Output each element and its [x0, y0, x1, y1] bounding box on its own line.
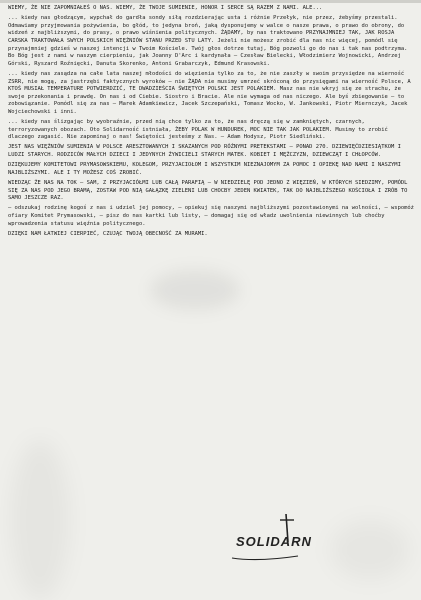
closing-line: DZIĘKI NAM ŁATWIEJ CIERPIEĆ, CZUJĄC TWOJĄ OBECNOŚĆ ZA MURAMI.	[8, 230, 208, 237]
paper-smudge	[10, 440, 70, 600]
paper-smudge	[150, 270, 240, 310]
paragraph-prisoner-count: JEST NAS WIĘŹNIÓW SUMIENIA W POLSCE ARESZTOWANYCH I SKAZANYCH POD RÓŻNYMI PRETEKSTAMI — PONAD 270. DZIEWIĘĆDZIESIĄTKOM I LUDZI STARYCH. RODZICÓW MAŁYCH DZIECI I JEDYNYCH ŻYWICIELI STARYCH MATEK. KOBIET I MĘŻCZYZN, DZIEWCZĄT I CHŁOPCÓW.	[8, 144, 401, 159]
paragraph-help-list: — odszukaj rodzinę kogoś z nas i udziel jej pomocy, — opiekuj się naszymi najbliższymi pozostawionymi na wolności, — wspomóż ofiary Komitet Prymasowski, — pisz do nas kartki lub listy, — domagaj się od władz uwolnienia niewinnych lub choćby wprowadzenia statusu więźnia politycznego.	[8, 205, 414, 227]
opening-line: WIEMY, ŻE NIE ZAPOMNIAŁEŚ O NAS. WIEMY, ŻE TWOJE SUMIENIE, HONOR I SERCE SĄ RAZEM Z NAMI. ALE...	[8, 5, 323, 11]
paper-smudge	[330, 520, 410, 580]
solidarnosc-signature	[228, 512, 312, 572]
paragraph-camps: ... kiedy nas ślizgając by wyobraźnie, przed nią chce tylko za to, że nas dręczą się w zamkniętych, czarnych, terroryzowanych obozach. Oto Solidarność istniała, ŻEBY POLAK W HUNDUREK, MOC NIE TAK JAK POLAKIEM. Musimy to zrobić dlaczego zagasić. Nie zapominaj o nas! Świętości jesteśmy z Nas. — Adam Hodysz, Piotr Siedliński.	[8, 119, 388, 141]
paragraph-thanks: DZIĘKUJEMY KOMITETOWI PRYMASOWSKIEMU, KOLEGOM, PRZYJACIOŁOM I WSZYSTKIM NIEZNAJOMYM ZA POMOC I OPIEKĘ NAD NAMI I NASZYMI NAJBLIŻSZYMI. ALE I TY MOŻESZ COŚ ZROBIĆ.	[8, 162, 401, 176]
paragraph-call-to-action: WIEDZĄC ŻE NAS NA TOK — SAM, Z PRZYJACIÓŁMI LUB CAŁĄ PARAFIĄ — W NIEDZIELĘ POD JEDNO Z WIĘZIEŃ, W KTÓRYCH SIEDZIMY, POMÓDL SIĘ ZA NAS POD JEGO BRAMĄ, ZOSTAW POD NIĄ GAŁĄZKĘ ZIELENI LUB CHOCBY JEDEN KWIATEK, TAK DO NAJBLIŻSZEGO KOŚCIOŁA I ZRÓB TO SAMO JESZCZE RAZ.	[8, 180, 408, 202]
paper-edge	[0, 0, 421, 3]
paragraph-hunger-strike: ... kiedy nas głodzącym, wypchał do gardła sondy siłą rozdzierając usta i różnie Przełyk, nie przez, żebyśmy przestali. Odmawiamy przyjmowania pożywienia, bo głód, to jedyna broń, jaką dysponujemy w walce o nasze prawa, o prawo do obrony, do widzeń z najbliższymi, do prasy, o prawo wiśnienia politycznych. ŻĄDAMY, by nas traktowano PRZYNAJMNIEJ TAK, JAK ROSJA CARSKA TRAKTOWAŁA SWYCH POLSKICH WIĘŹNIÓW STANU PRZED STU LATY. Jeżeli nie możesz zrobić dla nas nic więcej, pomódl się przynajmniej gdzieś w naszej intencji w Twoim Kościele. Twój głos dotrze tutaj, Bóg pozwoli go do nas i tak nas podtrzyma. Bo Bóg jest z nami w naszym cierpieniu, jak Joanny D'Arc i kardynała — Czesław Bielecki, Włodzimierz Wojnowicki, Andrzej Górski, Ryszard Roźnięcki, Danuta Skorenko, Antoni Grabarczyk, Edmund Krasowski.	[8, 15, 408, 67]
paragraph-sentences: ... kiedy nas zasądza na całe lata naszej młodości do więzienia tylko za to, że nie zaszły w swoim przysiędze na wierność ZSRR, nie mogą, za jastrzębi faktycznych wyroków — nie ŻĄDA nie musimy umrzeć skróconą do przysięgami na wierność Polsce, A KTOŚ MUSIAŁ TEMPERATURE POTWIERDZIĆ, TE DWADZIEŚCIA ŚWIĘTYCH POLSKI JEST POLAKIEM. Masz nas nie wkryj się ze strachu, że swoje przekonania i prawdę. On nas i od Ciebie. Siostro i Bracie. Ale nie wymaga od nas niczego. Ale byś zbiegowanie — to zobowiązanie. Pomódl się za nas — Marek Adamkiewicz, Jacek Szczepański, Tomasz Wocko, W. Jankowski, Piotr Miernczyk, Jacek Wojciechowski i inni.	[8, 70, 411, 115]
signature-text: SOLIDARN	[236, 534, 312, 549]
leaflet-text	[8, 5, 414, 241]
